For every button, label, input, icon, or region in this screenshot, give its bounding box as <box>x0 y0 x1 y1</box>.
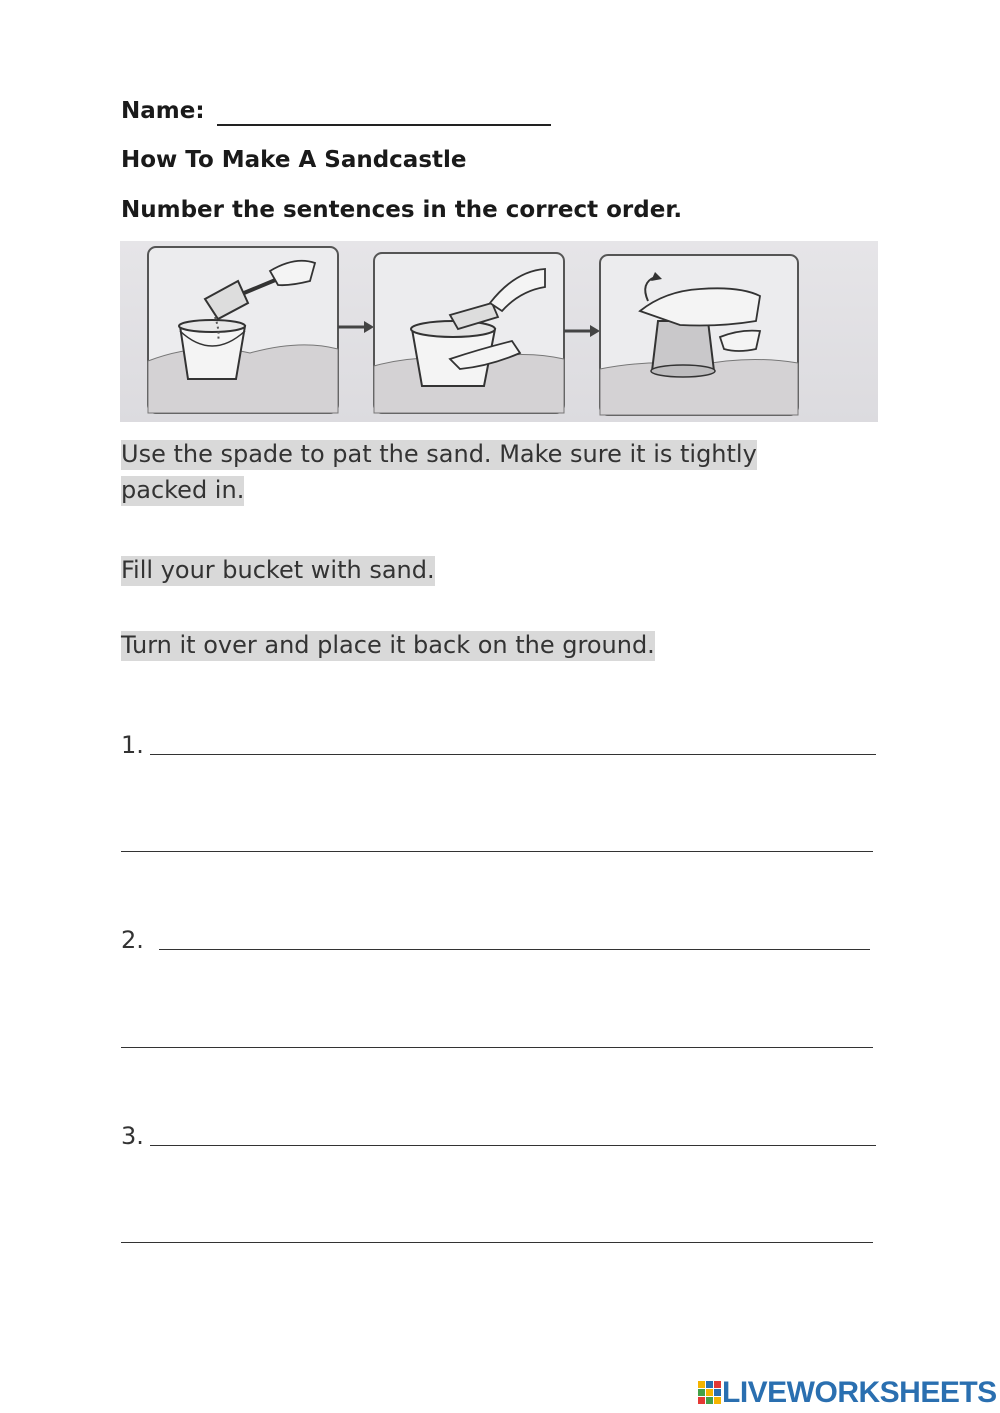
steps-drawing <box>120 241 878 422</box>
sentence-3-text: Turn it over and place it back on the ground. <box>121 631 655 659</box>
answer-3-line-2[interactable] <box>121 1242 873 1243</box>
answer-2-number: 2. <box>121 926 144 954</box>
answer-1-number: 1. <box>121 731 144 759</box>
liveworksheets-logo <box>698 1375 997 1411</box>
answer-1-line-1[interactable] <box>150 754 876 755</box>
answer-2-line-2[interactable] <box>121 1047 873 1048</box>
answer-2-line-1[interactable] <box>159 949 870 950</box>
name-field[interactable] <box>217 100 551 126</box>
sentence-2 <box>121 552 435 588</box>
sandcastle-steps-illustration <box>120 241 878 422</box>
sentence-1-line-2: packed in. <box>121 476 245 504</box>
answer-3-line-1[interactable] <box>150 1145 876 1146</box>
name-label: Name: <box>121 98 205 124</box>
sentence-2-text: Fill your bucket with sand. <box>121 556 435 584</box>
liveworksheets-logo-text: LIVEWORKSHEETS <box>722 1376 997 1409</box>
instruction-text: Number the sentences in the correct order. <box>121 197 683 223</box>
answer-1-line-2[interactable] <box>121 851 873 852</box>
liveworksheets-logo-icon <box>698 1379 722 1407</box>
page-title: How To Make A Sandcastle <box>121 147 467 173</box>
sentence-1-line-1: Use the spade to pat the sand. Make sure it is tightly <box>121 440 757 468</box>
answer-3-number: 3. <box>121 1122 144 1150</box>
sentence-3 <box>121 627 655 663</box>
sentence-1 <box>121 436 757 508</box>
